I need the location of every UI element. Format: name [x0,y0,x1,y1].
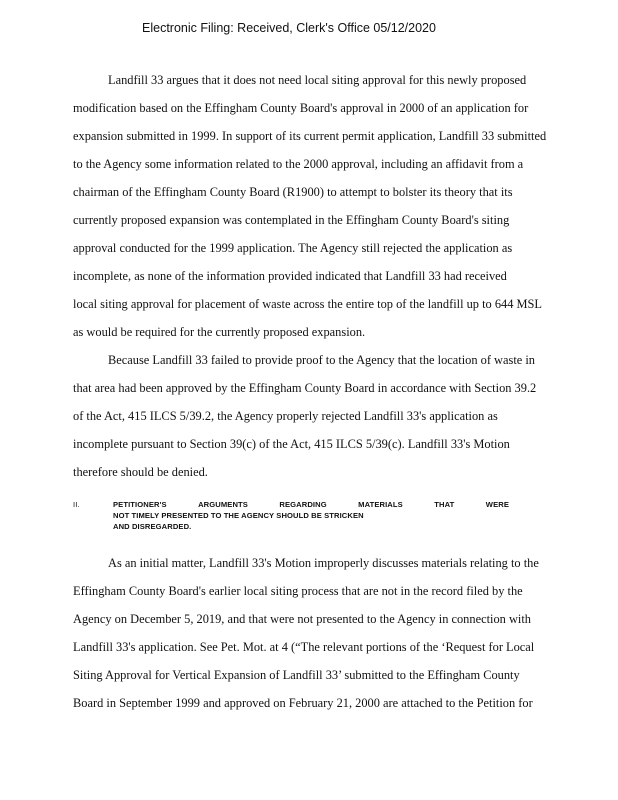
text-line: currently proposed expansion was contemplated in the Effingham County Board's siting [73,213,510,227]
section-heading [73,499,578,532]
text-line: expansion submitted in 1999. In support of its current permit application, Landfill 33 submitted [73,129,547,143]
text-line: incomplete, as none of the information provided indicated that Landfill 33 had received [73,269,507,283]
heading-line-3: AND DISREGARDED. [113,522,192,531]
text-line: As an initial matter, Landfill 33's Motion improperly discusses materials relating to the [108,556,539,570]
text-line: Because Landfill 33 failed to provide proof to the Agency that the location of waste in [108,353,536,367]
paragraph-2 [73,346,578,486]
heading-word: PETITIONER'S [113,500,167,509]
text-line: Siting Approval for Vertical Expansion of Landfill 33’ submitted to the Effingham County [73,668,520,682]
heading-word: MATERIALS [358,500,403,509]
section-heading-text [113,499,578,532]
document-body [73,66,578,717]
section-number: II. [73,500,80,509]
text-line: of the Act, 415 ILCS 5/39.2, the Agency properly rejected Landfill 33's application as [73,409,498,423]
text-line: therefore should be denied. [73,465,208,479]
heading-word: WERE [485,500,509,509]
text-line: approval conducted for the 1999 application. The Agency still rejected the application as [73,241,513,255]
text-line: Effingham County Board's earlier local siting process that are not in the record filed by the [73,584,523,598]
text-line: as would be required for the currently proposed expansion. [73,325,366,339]
text-line: chairman of the Effingham County Board (R1900) to attempt to bolster its theory that its [73,185,513,199]
text-line: Landfill 33's application. See Pet. Mot. at 4 (“The relevant portions of the ‘Request for Local [73,640,535,654]
text-line: modification based on the Effingham County Board's approval in 2000 of an application for [73,101,529,115]
heading-word: THAT [434,500,455,509]
text-line: incomplete pursuant to Section 39(c) of the Act, 415 ILCS 5/39(c). Landfill 33's Motion [73,437,510,451]
paragraph-3 [73,549,578,717]
heading-word: REGARDING [279,500,327,509]
text-line: Landfill 33 argues that it does not need local siting approval for this newly proposed [108,73,527,87]
heading-line-1 [113,499,509,510]
text-line: Agency on December 5, 2019, and that were not presented to the Agency in connection with [73,612,531,626]
filing-stamp: Electronic Filing: Received, Clerk's Office 05/12/2020 [142,21,436,35]
text-line: local siting approval for placement of waste across the entire top of the landfill up to 644 MSL [73,297,542,311]
paragraph-1 [73,66,578,346]
text-line: to the Agency some information related to the 2000 approval, including an affidavit from a [73,157,524,171]
text-line: that area had been approved by the Effingham County Board in accordance with Section 39.2 [73,381,537,395]
heading-word: ARGUMENTS [198,500,248,509]
heading-line-2: NOT TIMELY PRESENTED TO THE AGENCY SHOULD BE STRICKEN [113,511,364,520]
text-line: Board in September 1999 and approved on February 21, 2000 are attached to the Petition for [73,696,533,710]
